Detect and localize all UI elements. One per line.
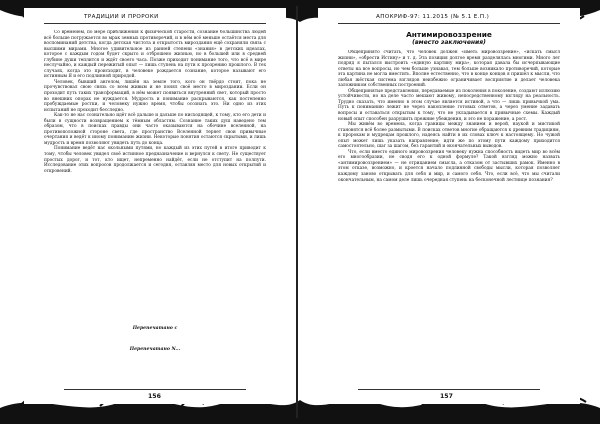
credit-line-1: Перепечатано с (132, 326, 178, 331)
credit-line-2: Перепечатано N... (129, 347, 181, 352)
running-head-right: АПОКРИФ-97: 11.2015 (№ 5.1 Е.П.) (376, 14, 490, 20)
header-rule-left (44, 23, 266, 24)
running-head-left: ТРАДИЦИИ И ПРОРОКИ (84, 14, 159, 20)
page-number-right: 157 (440, 393, 453, 400)
left-page-body (44, 30, 266, 324)
paragraph: Общепринято считать, что человек должен «иметь мировоззрение», «искать смысл жизни», «обрести Истину» и т. д. Эта позиция долгое время разделялась многими. Много лет подряд я пытался выстроить «единую картину мира», которая давала бы исчерпывающие ответы на все вопросы, но чем больше узнавал, тем больше возникало противоречий, которые эта картина не могла вместить. Вполне естественно, что в конце концов я пришёл к мысли, что любая жёсткая система взглядов неизбежно ограничивает восприятие и делает человека заложником собственных построений. (338, 50, 560, 89)
page-number-left: 156 (148, 393, 161, 400)
right-page-body (338, 50, 560, 392)
right-page (318, 8, 580, 404)
footer-rule-right (358, 389, 540, 390)
gutter-divider (296, 6, 298, 418)
paragraph: Человек, бывший ангелом, лишён на земле того, кого он твёрдо стоит, пока не прочувствовал свою связь со всем живым и не понял своё место в мироздании. Если он проходит путь таких трансформаций, в нём может появиться внутренний свет, который просто во внешних опорах не нуждается. Мудрость и понимание раскрываются, как постепенно пробуждаемые ростки, и человеку нужно время, чтобы осознать это. Ни одно из этих испытаний не проходит бесследно. (44, 79, 266, 113)
paragraph: Что, если вместо единого мировоззрения человеку нужна способность видеть мир во всём его многообразии, не сводя его к одной формуле? Такой взгляд можно назвать «антимировоззрением» — не отрицанием смысла, а отказом от застывших рамок. Именно в этом отказе, возможно, и кроется начало подлинной свободы мысли, которая позволяет каждому заново открывать для себя и мир, и самого себя. Что, если всё, что мы считали окончательным, на самом деле лишь очередная ступень на бесконечной лестнице познания? (338, 149, 560, 183)
left-page (24, 8, 286, 404)
section-title: Антимировоззрение (406, 30, 492, 39)
paragraph: Общепринятые представления, передаваемые из поколения в поколение, создают иллюзию устойчивости, но на деле часто мешают живому, непосредственному взгляду на реальность. Трудно сказать, что именно в этом случае является истиной, а что — лишь привычкой ума. Путь к пониманию лежит не через накопление готовых ответов, а через умение задавать вопросы и оставаться открытым к тому, что не укладывается в привычные схемы. Каждый новый опыт способен разрушить прежние убеждения, и это не поражение, а рост. (338, 88, 560, 122)
paragraph: Мы живём во времена, когда границы между знанием и верой, наукой и мистикой становятся всё более размытыми. В поисках ответов многие обращаются к древним традициям, к пророкам и мудрецам прошлого, надеясь найти в их словах ключ к настоящему. Но чужой опыт может лишь указать направление; идти же по этому пути каждому приходится самостоятельно, шаг за шагом, без гарантий и окончательных выводов. (338, 122, 560, 150)
header-rule-right (338, 23, 560, 24)
footer-rule-left (64, 389, 246, 390)
paragraph: Понимание ведёт нас окольными путями, но каждый из этих путей в итоге приводит к тому, чтобы человек увидел своё истинное предназначение и вернулся к свету. Не существует простых дорог, и тот, кто ищет, непременно найдёт, если не отступит на полпути. Исследование этих вопросов продолжается и сегодня, оставляя место для новых открытий и откровений. (44, 146, 266, 174)
section-subtitle: (вместо заключения) (412, 39, 486, 46)
paragraph: Как-то не нас сознательно идёт всё дальше и дальше по нисходящей, к тому, кто его дети и были в сущности возвращением к тёмным областям. Сознание таких душ наведено тем образом, что в поисках правды они часто оказываются на обочине вселенной, на противоположной стороне света, где пространство Вселенной теряет свои привычные очертания и ведёт к иному пониманию жизни. Некоторые понятия остаются скрытыми, и лишь мудрость и время позволяют увидеть путь до конца. (44, 113, 266, 146)
paragraph: Со временем, по мере приближения к физической старости, сознание большинства людей всё больше погружается во мрак земных противоречий, и в нём всё меньше остаётся места для воспоминаний детства, когда детская чистота и открытость мироздания ещё сохраняли связь с высшими мирами. Многое удивительное из ранней степени «знания» в детских идеалах, которое с каждым годом будет скрыто и отброшено жизнью, но в большей или в средней глубине души теплится и ждёт своего часа. Позже приходит понимание того, что всё в мире неслучайно, и каждый пережитый опыт — лишь ступень на пути к прозрению прошлого. В тех случаях, когда это происходит, в человеке рождается сознание, которое называют его истинным Я и его подлинной природой. (44, 30, 266, 80)
